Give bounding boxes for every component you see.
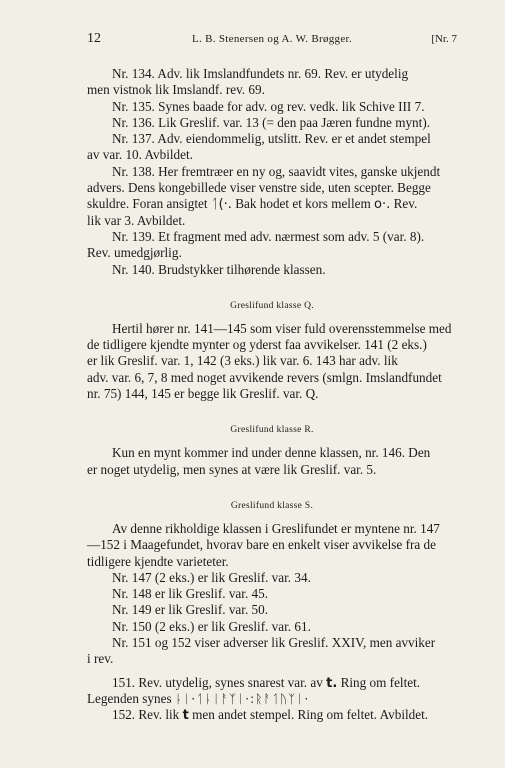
entry-139-line-1: Nr. 139. Et fragment med adv. nærmest som adv. 5 (var. 8). [112,228,425,244]
section-q-line-2: de tidligere kjendte mynter og yderst faa avvikelser. 141 (2 eks.) [87,337,427,353]
entry-151-line-2 [87,691,457,707]
section-heading-r: Greslifund klasse R. [230,425,314,436]
t-glyph-2: t [182,708,189,724]
entry-150: Nr. 150 (2 eks.) er lik Greslif. var. 61. [112,618,311,634]
section-s-line-2: —152 i Maagefundet, hvorav bare en enkelt viser avvikelse fra de [87,537,436,553]
entry-151-text-a: 151. Rev. utydelig, synes snarest var. av [112,674,327,690]
section-heading-q: Greslifund klasse Q. [230,300,314,311]
entry-138-line-3 [87,196,457,212]
coin-legend-glyph: ᛐ(·. [210,197,232,213]
section-r-line-2: er noget utydelig, men synes at være lik Greslif. var. 5. [87,461,377,477]
entry-140: Nr. 140. Brudstykker tilhørende klassen. [112,261,326,277]
entry-135: Nr. 135. Synes baade for adv. og rev. vedk. lik Schive III 7. [112,98,425,114]
entry-138-line-1: Nr. 138. Her fremtræer en ny og, saavidt vites, ganske ukjendt [112,163,441,179]
entry-137-line-2: av var. 10. Avbildet. [87,147,193,163]
entry-152-text-b: men andet stempel. Ring om feltet. Avbildet. [188,707,429,723]
section-q-line-5: nr. 75) 144, 145 er begge lik Greslif. var. Q. [87,386,319,402]
page-number: 12 [87,31,101,46]
entry-148: Nr. 148 er lik Greslif. var. 45. [112,586,269,602]
section-q-line-1: Hertil hører nr. 141—145 som viser fuld overensstemmelse med [112,320,452,336]
section-q-line-4: adv. var. 6, 7, 8 med noget avvikende revers (smlgn. Imslandfundet [87,369,442,385]
entry-134-line-1: Nr. 134. Adv. lik Imslandfundets nr. 69. Rev. er utydelig [112,66,409,81]
entry-138-line-4: lik var 3. Avbildet. [87,212,186,228]
section-s-line-1: Av denne rikholdige klassen i Greslifundet er myntene nr. 147 [112,520,440,536]
cross-glyph: o·. [374,197,391,213]
entry-137-line-1: Nr. 137. Adv. eiendommelig, utslitt. Rev. er et andet stempel [112,131,431,147]
entry-152-text-a: 152. Rev. lik [112,707,183,723]
entry-138-text-a: skuldre. Foran ansigtet [87,196,211,212]
entry-151-152-line-1: Nr. 151 og 152 viser adverser lik Greslif. XXIV, men avviker [112,635,436,651]
entry-151-text-b: Ring om feltet. [337,674,421,690]
section-heading-s: Greslifund klasse S. [230,500,314,511]
entry-152 [87,707,457,723]
t-glyph: t. [326,675,338,691]
running-title: L. B. Stenersen og A. W. Brøgger. [192,33,352,45]
entry-151-152-line-2: i rev. [87,651,114,667]
entry-136: Nr. 136. Lik Greslif. var. 13 (= den paa Jæren fundne mynt). [112,114,431,130]
page-body [87,66,457,724]
entry-151-line-1 [87,675,457,691]
entry-138-text-c: Rev. [390,196,418,212]
page-header [87,31,457,51]
section-s-line-3: tidligere kjendte varieteter. [87,553,229,569]
entry-149: Nr. 149 er lik Greslif. var. 50. [112,602,269,618]
section-r-line-1: Kun en mynt kommer ind under denne klassen, nr. 146. Den [112,445,431,461]
entry-139-line-2: Rev. umedgjørlig. [87,245,182,261]
section-q-line-3: er lik Greslif. var. 1, 142 (3 eks.) lik var. 6. 143 har adv. lik [87,353,398,369]
entry-138-text-b: Bak hodet et kors mellem [231,196,375,212]
rune-legend: ᚿᛁ·ᛐᚿᛁᚨᛉᛁ·:ᚱᚨᛐᚢᛉᛁ· [174,691,310,706]
entry-134-line-2: men vistnok lik Imslandf. rev. 69. [87,82,265,98]
legend-intro: Legenden synes [87,690,175,706]
entry-138-line-2: advers. Dens kongebillede viser venstre side, uten scepter. Begge [87,180,431,196]
series-reference: [Nr. 7 [431,33,457,45]
entry-147: Nr. 147 (2 eks.) er lik Greslif. var. 34. [112,569,311,585]
